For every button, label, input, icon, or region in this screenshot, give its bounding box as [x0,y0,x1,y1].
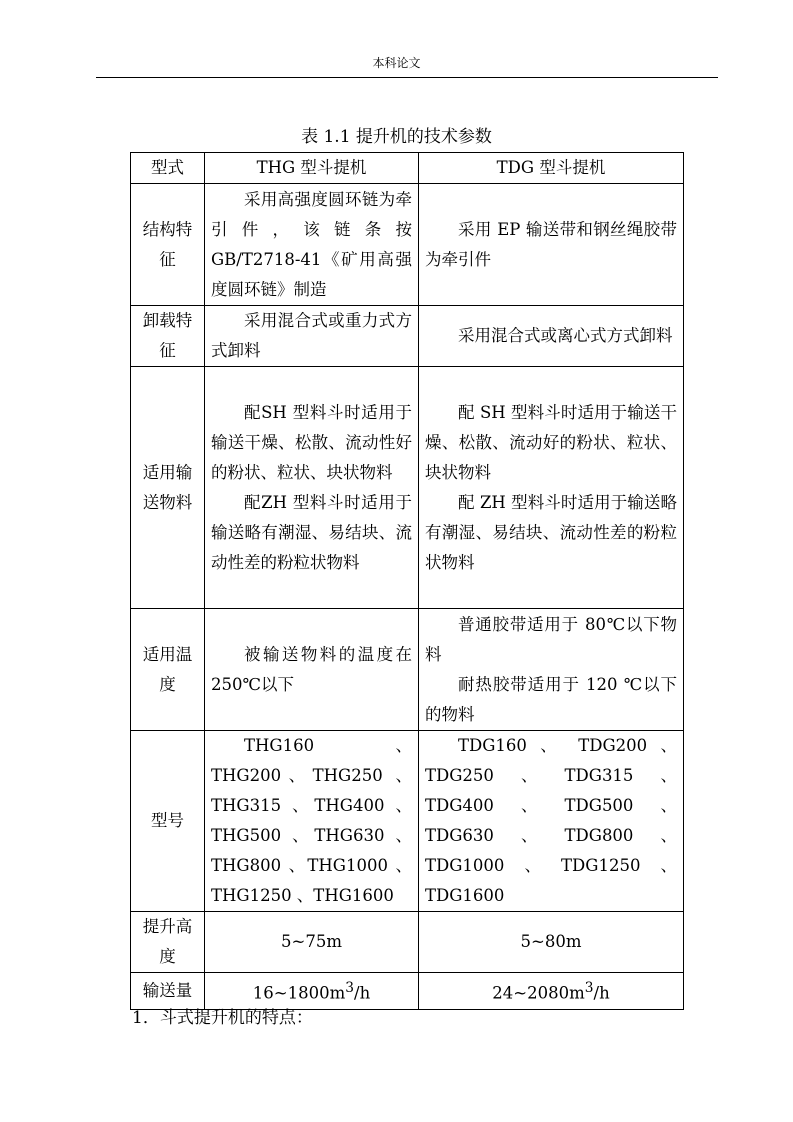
cell-text: 采用混合式或离心式方式卸料 [458,326,673,345]
cell-tdg-height: 5~80m [419,912,684,973]
cell-paragraph: 普通胶带适用于 80℃以下物料 [425,614,677,664]
capacity-unit: /h [593,983,610,1003]
cell-text: 采用高强度圆环链为牵引件，该链条按GB/T2718-41《矿用高强度圆环链》制造 [211,189,412,299]
row-structure [131,184,684,306]
cell-tdg-unloading [419,306,684,367]
capacity-value: 24~2080m [492,983,585,1003]
cell-thg-model [205,731,419,912]
row-label-temperature: 适用温度 [131,609,205,731]
row-label-model: 型号 [131,731,205,912]
cell-thg-unloading [205,306,419,367]
cell-text: 采用 EP 输送带和钢丝绳胶带为牵引件 [425,219,677,269]
header-cell-type: 型式 [131,153,205,184]
cell-tdg-capacity [419,973,684,1010]
cell-thg-material [205,367,419,609]
row-material [131,367,684,609]
spec-table [130,152,684,1010]
table-caption: 表 1.1 提升机的技术参数 [301,127,492,147]
cell-paragraph: 耐热胶带适用于 120 ℃以下的物料 [425,674,677,724]
cell-text: TDG160 、 TDG200 、TDG250、TDG315、TDG400、TDG500、TDG630、TDG800、TDG1000、TDG1250、TDG1600 [425,736,677,905]
cell-paragraph: 配ZH 型料斗时适用于输送略有潮湿、易结块、流动性差的粉粒状物料 [211,492,412,572]
row-model [131,731,684,912]
cell-text: THG160、THG200、THG250 、 THG315 、THG400 、 THG500 、THG630 、 THG800 、THG1000 、 THG1250 、THG1600 [211,736,412,905]
header-cell-tdg: TDG 型斗提机 [419,153,684,184]
cell-thg-temperature [205,609,419,731]
cell-tdg-model [419,731,684,912]
capacity-unit: /h [354,983,371,1003]
row-label-structure: 结构特征 [131,184,205,306]
cell-text: 采用混合式或重力式方式卸料 [211,311,412,360]
table-header-row [131,153,684,184]
header-cell-thg: THG 型斗提机 [205,153,419,184]
cell-thg-structure [205,184,419,306]
row-temperature [131,609,684,731]
cell-thg-height: 5~75m [205,912,419,973]
header-rule [96,77,718,78]
section-heading: 1．斗式提升机的特点： [132,1008,313,1028]
capacity-exponent: 3 [345,980,355,996]
cell-text: 被输送物料的温度在 250℃以下 [211,644,412,694]
row-label-height: 提升高度 [131,912,205,973]
row-label-capacity: 输送量 [131,973,205,1010]
cell-paragraph: 配SH 型料斗时适用于输送干燥、松散、流动性好的粉状、粒状、块状物料 [211,402,412,482]
cell-tdg-structure [419,184,684,306]
row-height [131,912,684,973]
row-label-unloading: 卸载特征 [131,306,205,367]
page-header: 本科论文 [372,56,421,70]
cell-tdg-temperature [419,609,684,731]
row-unloading [131,306,684,367]
capacity-exponent: 3 [584,980,594,996]
cell-paragraph: 配 ZH 型料斗时适用于输送略有潮湿、易结块、流动性差的粉粒状物料 [425,492,677,572]
row-label-material: 适用输送物料 [131,367,205,609]
capacity-value: 16~1800m [252,983,346,1003]
cell-tdg-material [419,367,684,609]
cell-paragraph: 配 SH 型料斗时适用于输送干燥、松散、流动好的粉状、粒状、块状物料 [425,402,677,482]
